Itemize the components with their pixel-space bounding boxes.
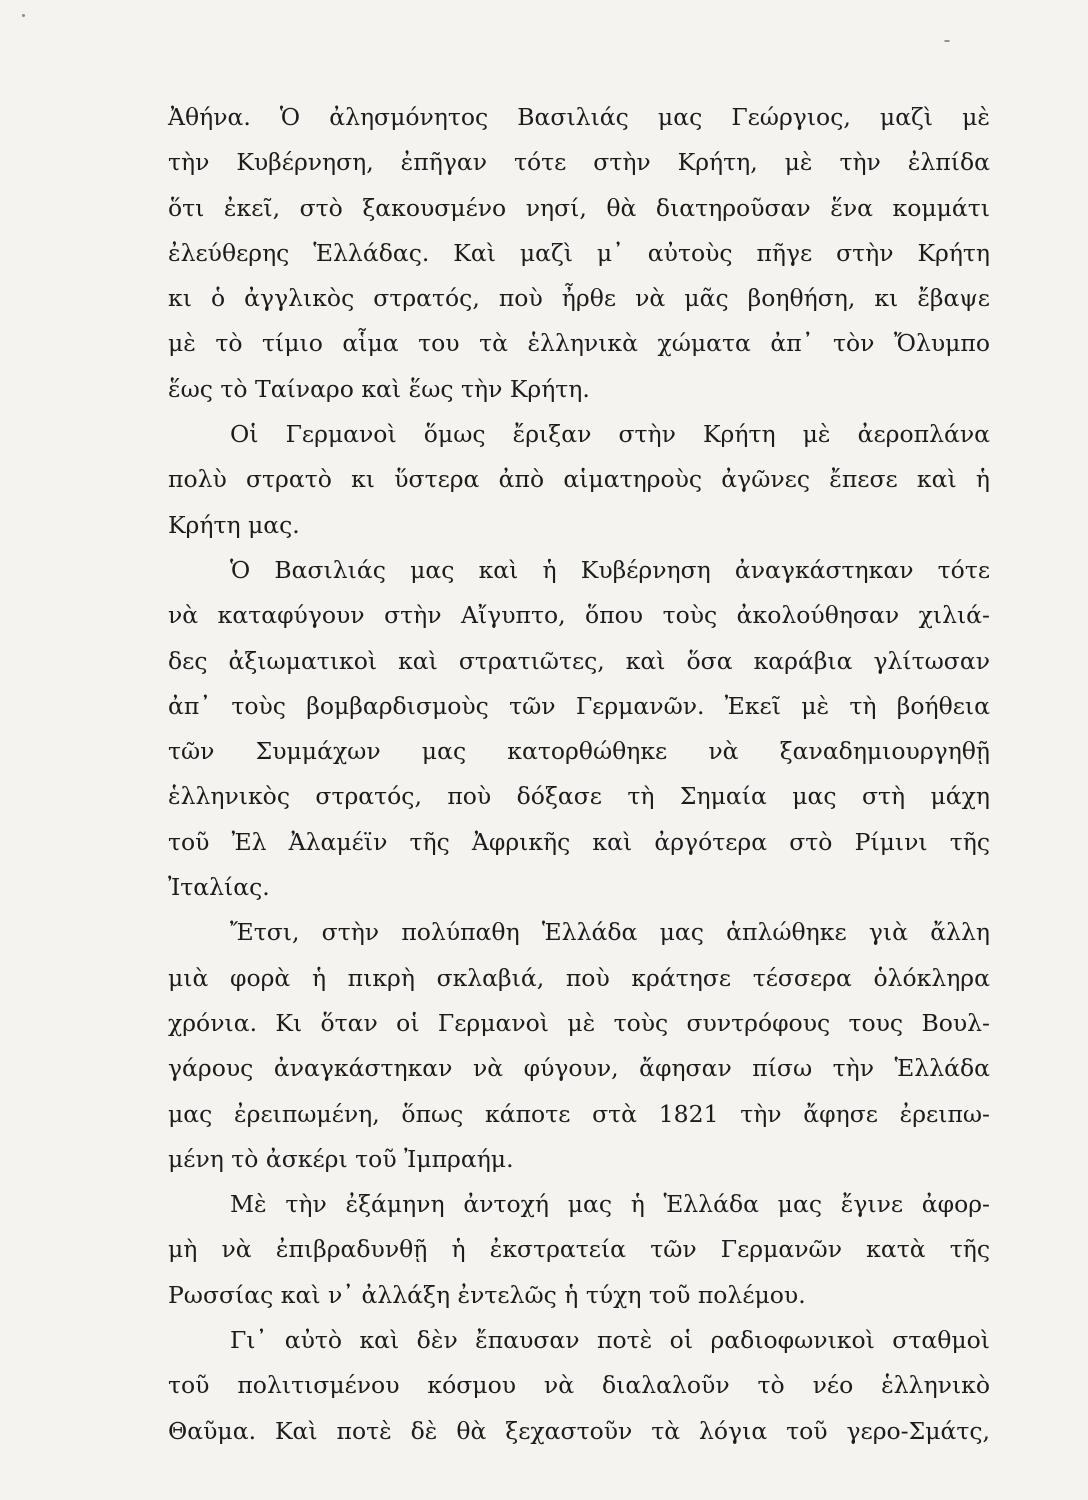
- paper-speck: [22, 14, 25, 17]
- text-line: τοῦ πολιτισμένου κόσμου νὰ διαλαλοῦν τὸ νέο ἑλληνικὸ: [168, 1371, 990, 1400]
- text-line: Ἀθήνα. Ὁ ἀλησμόνητος Βασιλιάς μας Γεώργιος, μαζὶ μὲ: [168, 103, 990, 131]
- text-line: μιὰ φορὰ ἡ πικρὴ σκλαβιά, ποὺ κράτησε τέσσερα ὁλόκληρα: [168, 963, 990, 992]
- text-line: ἀπ᾿ τοὺς βομβαρδισμοὺς τῶν Γερμανῶν. Ἐκεῖ μὲ τὴ βοήθεια: [168, 691, 990, 720]
- text-line: μὴ νὰ ἐπιβραδυνθῇ ἡ ἐκστρατεία τῶν Γερμανῶν κατὰ τῆς: [168, 1235, 990, 1264]
- paragraph-start: Ἔτσι, στὴν πολύπαθη Ἑλλάδα μας ἁπλώθηκε γιὰ ἄλλη: [230, 918, 990, 947]
- paragraph-start: Ὁ Βασιλιάς μας καὶ ἡ Κυβέρνηση ἀναγκάστηκαν τότε: [230, 555, 990, 584]
- text-line: κι ὁ ἀγγλικὸς στρατός, ποὺ ἦρθε νὰ μᾶς βοηθήση, κι ἔβαψε: [168, 284, 990, 313]
- text-line: μένη τὸ ἀσκέρι τοῦ Ἰμπραήμ.: [168, 1144, 514, 1173]
- text-line: τὴν Κυβέρνηση, ἐπῆγαν τότε στὴν Κρήτη, μὲ τὴν ἐλπίδα: [168, 148, 990, 177]
- text-line: ἐλεύθερης Ἑλλάδας. Καὶ μαζὶ μ᾿ αὐτοὺς πῆγε στὴν Κρήτη: [168, 238, 990, 267]
- text-line: τῶν Συμμάχων μας κατορθώθηκε νὰ ξαναδημιουργηθῇ: [168, 737, 990, 766]
- paragraph-start: Οἱ Γερμανοὶ ὅμως ἔριξαν στὴν Κρήτη μὲ ἀεροπλάνα: [230, 420, 990, 449]
- text-line: χρόνια. Κι ὅταν οἱ Γερμανοὶ μὲ τοὺς συντρόφους τους Βουλ-: [168, 1008, 990, 1037]
- text-line: ἑλληνικὸς στρατός, ποὺ δόξασε τὴ Σημαία μας στὴ μάχη: [168, 782, 990, 811]
- paragraph-start: Γι᾿ αὐτὸ καὶ δὲν ἔπαυσαν ποτὲ οἱ ραδιοφωνικοὶ σταθμοὶ: [230, 1326, 990, 1355]
- text-line: ἕως τὸ Ταίναρο καὶ ἕως τὴν Κρήτη.: [168, 374, 590, 403]
- text-line: Ἰταλίας.: [168, 873, 270, 902]
- text-line: ὅτι ἐκεῖ, στὸ ξακουσμένο νησί, θὰ διατηροῦσαν ἕνα κομμάτι: [168, 193, 990, 222]
- text-line: μὲ τὸ τίμιο αἷμα του τὰ ἑλληνικὰ χώματα ἀπ᾿ τὸν Ὄλυμπο: [168, 329, 990, 358]
- text-line: Ρωσσίας καὶ ν᾿ ἀλλάξη ἐντελῶς ἡ τύχη τοῦ πολέμου.: [168, 1280, 806, 1309]
- text-line: δες ἀξιωματικοὶ καὶ στρατιῶτες, καὶ ὅσα καράβια γλίτωσαν: [168, 646, 990, 675]
- paragraph-start: Μὲ τὴν ἐξάμηνη ἀντοχή μας ἡ Ἑλλάδα μας ἔγινε ἀφορ-: [230, 1190, 990, 1219]
- paper-speck: [944, 40, 950, 42]
- text-line: γάρους ἀναγκάστηκαν νὰ φύγουν, ἄφησαν πίσω τὴν Ἑλλάδα: [168, 1054, 990, 1083]
- text-line: πολὺ στρατὸ κι ὕστερα ἀπὸ αἱματηροὺς ἀγῶνες ἔπεσε καὶ ἡ: [168, 465, 990, 494]
- text-line: Θαῦμα. Καὶ ποτὲ δὲ θὰ ξεχαστοῦν τὰ λόγια τοῦ γερο-Σμάτς,: [168, 1416, 990, 1445]
- text-line: Κρήτη μας.: [168, 510, 300, 539]
- text-line: μας ἐρειπωμένη, ὅπως κάποτε στὰ 1821 τὴν ἄφησε ἐρειπω-: [168, 1099, 990, 1128]
- text-line: τοῦ Ἐλ Ἀλαμέϊν τῆς Ἀφρικῆς καὶ ἀργότερα στὸ Ρίμινι τῆς: [168, 827, 990, 856]
- text-line: νὰ καταφύγουν στὴν Αἴγυπτο, ὅπου τοὺς ἀκολούθησαν χιλιά-: [168, 601, 990, 630]
- body-text: [168, 95, 990, 1454]
